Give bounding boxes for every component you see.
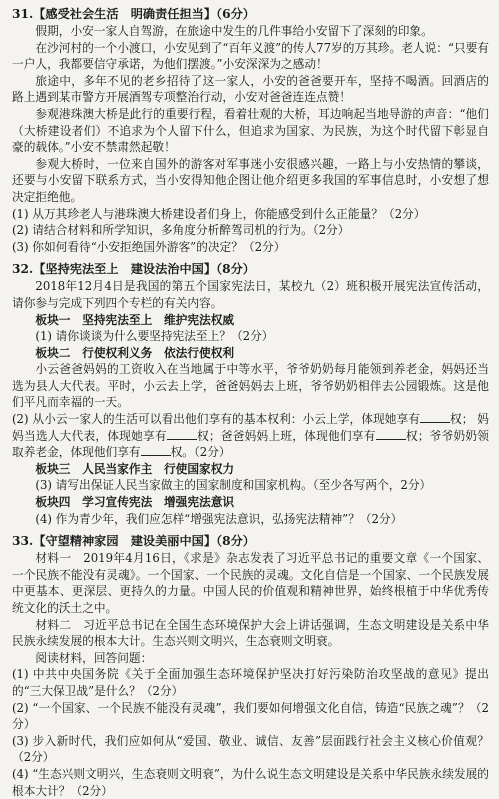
q32-block-2: 板块二 行使权利义务 依法行使权利 <box>35 345 235 360</box>
answer-blank[interactable] <box>141 444 171 456</box>
q33-subquestion-4: (4) “生态兴则文明兴，生态衰则文明衰”，为什么说生态文明建设是关系中华民族永续发展的根本大计？（2分） <box>12 766 489 798</box>
answer-blank[interactable] <box>167 428 197 440</box>
question-32-title: 32.【坚持宪法至上 建设法治中国】（8分） <box>12 262 255 277</box>
q32-subquestion-1: (1) 请你谈谈为什么要坚持宪法至上？（2分） <box>35 329 274 344</box>
answer-blank[interactable] <box>420 411 450 423</box>
q31-subquestion-2: (2) 请结合材料和所学知识，多角度分析醉驾司机的行为。（2分） <box>12 223 350 238</box>
q32-intro: 2018年12月4日是我国的第五个国家宪法日，某校九（2）班积极开展宪法宣传活动，请你参与完成下列四个专栏的有关内容。 <box>12 279 489 310</box>
q32-subquestion-4: (4) 作为青少年，我们应怎样“增强宪法意识，弘扬宪法精神”？（2分） <box>35 511 403 526</box>
q33-subquestion-3: (3) 步入新时代，我们应如何从“爱国、敬业、诚信、友善”层面践行社会主义核心价值观？（2分） <box>12 733 489 765</box>
question-33 <box>12 533 489 799</box>
q32-sub2-text-e: 权；爷爷奶奶领取养老金，体现他们享有 <box>12 428 489 460</box>
question-32 <box>12 261 489 527</box>
q31-paragraph-1: 假期，小安一家人自驾游，在旅途中发生的几件事给小安留下了深刻的印象。 <box>35 24 433 38</box>
q33-material-1: 材料一 2019年4月16日，《求是》杂志发表了习近平总书记的重要文章《一个国家、一个民族不能没有灵魂》。一个国家、一个民族的灵魂。文化自信是一个国家、一个民族发展中更基本、更深层、更持久的力量。中国人民的价值观和精神世界，始终根植于中华优秀传统文化的沃土之中。 <box>12 551 489 615</box>
q31-paragraph-3: 旅途中，多年不见的老乡招待了这一家人，小安的爸爸要开车，坚持不喝酒。回酒店的路上遇到某市警方开展酒驾专项整治行动，小安对爸爸连连点赞！ <box>12 73 489 105</box>
q31-paragraph-4: 参观港珠澳大桥是此行的重要行程，看着壮观的大桥，耳边响起当地导游的声音：“他们（大桥建设者们）不追求为个人留下什么，但追求为国家、为民族，为这个时代留下彰显自豪的载体。”小安不禁肃然起敬！ <box>12 106 489 155</box>
q32-block-4: 板块四 学习宣传宪法 增强宪法意识 <box>35 495 235 510</box>
answer-blank[interactable] <box>376 428 406 440</box>
question-31 <box>12 6 489 255</box>
q33-subquestion-2: (2) “一个国家、一个民族不能没有灵魂”，我们要如何增强文化自信，铸造“民族之魂”？（2分） <box>12 700 489 732</box>
question-33-title: 33.【守望精神家园 建设美丽中国】（8分） <box>12 534 255 549</box>
q32-sub2-text-b: 权； <box>450 412 474 427</box>
q32-sub2-text-f: 权。（2分） <box>170 445 231 460</box>
q32-subquestion-3: (3) 请写出保证人民当家做主的国家制度和国家机构。（至少各写两个，2分） <box>35 478 432 493</box>
q32-block-1: 板块一 坚持宪法至上 维护宪法权威 <box>35 312 235 327</box>
q31-subquestion-1: (1) 从万其珍老人与港珠澳大桥建设者们身上，你能感受到什么正能量？（2分） <box>12 206 426 221</box>
q32-block-3: 板块三 人民当家作主 行使国家权力 <box>35 461 235 476</box>
q33-instruction: 阅读材料，回答问题： <box>35 650 153 665</box>
q32-paragraph: 小云爸爸妈妈的工资收入在当地属于中等水平，爷爷奶奶每月能领到养老金，妈妈还当选为县人大代表。平时，小云去上学，爸爸妈妈去上班，爷爷奶奶相伴去公园锻炼。这是他们平凡而幸福的一天。 <box>12 362 489 410</box>
q33-material-2: 材料二 习近平总书记在全国生态环境保护大会上讲话强调，生态文明建设是关系中华民族永续发展的根本大计。生态兴则文明兴，生态衰则文明衰。 <box>12 617 489 649</box>
q32-sub2-text-d: 权；爸爸妈妈上班，体现他们享有 <box>196 428 376 443</box>
question-31-title: 31.【感受社会生活 明确责任担当】（6分） <box>12 7 255 21</box>
q31-subquestion-3: (3) 你如何看待“小安拒绝国外游客”的决定？（2分） <box>12 239 286 254</box>
q32-sub2-text-c: 妈妈当选人大代表，体现她享有 <box>12 412 489 443</box>
q32-sub2-text-a: (2) 从小云一家人的生活可以看出他们享有的基本权利：小云上学，体现她享有 <box>12 412 420 427</box>
q31-paragraph-5: 参观大桥时，一位来自国外的游客对军事迷小安很感兴趣，一路上与小安热情的攀谈，还要与小安留下联系方式，当小安得知他企图让他介绍更多我国的军事信息时，小安想了想决定拒绝他。 <box>12 156 489 204</box>
q32-subquestion-2 <box>12 411 489 461</box>
q33-subquestion-1: (1) 中共中央国务院《关于全面加强生态环境保护坚决打好污染防治攻坚战的意见》提出的“三大保卫战”是什么？（2分） <box>12 667 489 698</box>
q31-paragraph-2: 在沙河村的一个小渡口，小安见到了“百年义渡”的传人77岁的万其珍。老人说：“只要有一户人，我都要信守承诺，为他们摆渡。”小安深深为之感动！ <box>12 40 489 72</box>
